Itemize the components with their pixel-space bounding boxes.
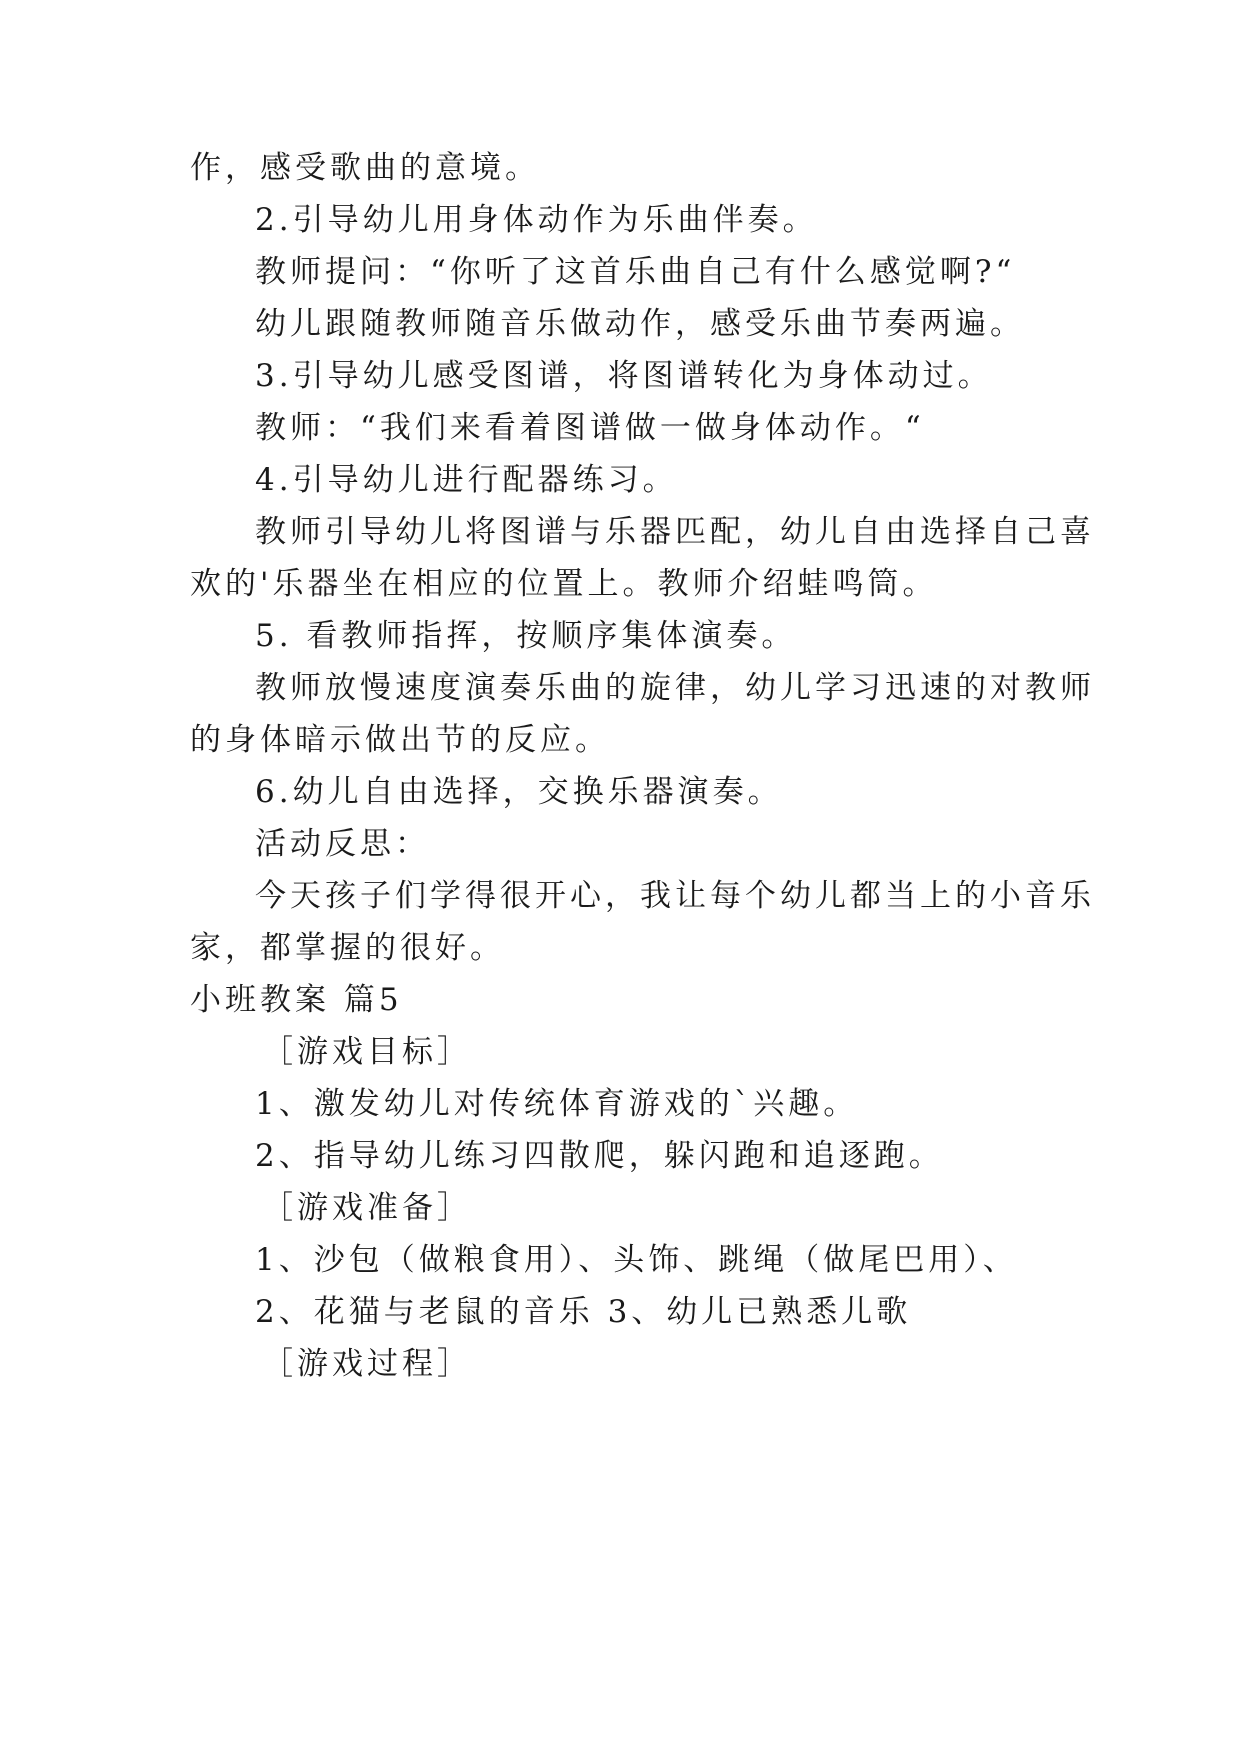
- paragraph-line: 3.引导幼儿感受图谱，将图谱转化为身体动过。: [255, 358, 993, 394]
- paragraph-line: 教师提问：“你听了这首乐曲自己有什么感觉啊?“: [255, 254, 1016, 290]
- list-item: 2、指导幼儿练习四散爬，躲闪跑和追逐跑。: [255, 1138, 944, 1174]
- paragraph-line: 4.引导幼儿进行配器练习。: [255, 462, 678, 498]
- paragraph-line: 教师引导幼儿将图谱与乐器匹配，幼儿自由选择自己喜: [255, 514, 1095, 550]
- section-heading: 小班教案 篇5: [190, 982, 403, 1018]
- paragraph-line: 欢的'乐器坐在相应的位置上。教师介绍蛙鸣筒。: [190, 566, 938, 602]
- paragraph-line: 教师：“我们来看着图谱做一做身体动作。“: [255, 410, 925, 446]
- paragraph-line: 的身体暗示做出节的反应。: [190, 722, 610, 758]
- paragraph-line: 今天孩子们学得很开心，我让每个幼儿都当上的小音乐: [255, 878, 1095, 914]
- list-item: 1、沙包（做粮食用）、头饰、跳绳（做尾巴用）、: [255, 1242, 1018, 1278]
- subsection-heading: ［游戏准备］: [262, 1190, 472, 1226]
- paragraph-line: 家，都掌握的很好。: [190, 930, 505, 966]
- paragraph-line: 2.引导幼儿用身体动作为乐曲伴奏。: [255, 202, 818, 238]
- subsection-heading: ［游戏目标］: [262, 1034, 472, 1070]
- list-item: 1、激发幼儿对传统体育游戏的`兴趣。: [255, 1086, 859, 1122]
- paragraph-line: 幼儿跟随教师随音乐做动作，感受乐曲节奏两遍。: [255, 306, 1025, 342]
- paragraph-line: 5. 看教师指挥，按顺序集体演奏。: [255, 618, 797, 654]
- list-item: 2、花猫与老鼠的音乐 3、幼儿已熟悉儿歌: [255, 1294, 912, 1330]
- paragraph-line: 教师放慢速度演奏乐曲的旋律，幼儿学习迅速的对教师: [255, 670, 1095, 706]
- paragraph-line: 活动反思：: [255, 826, 430, 862]
- paragraph-line: 作，感受歌曲的意境。: [190, 150, 540, 186]
- paragraph-line: 6.幼儿自由选择，交换乐器演奏。: [255, 774, 783, 810]
- subsection-heading: ［游戏过程］: [262, 1346, 472, 1382]
